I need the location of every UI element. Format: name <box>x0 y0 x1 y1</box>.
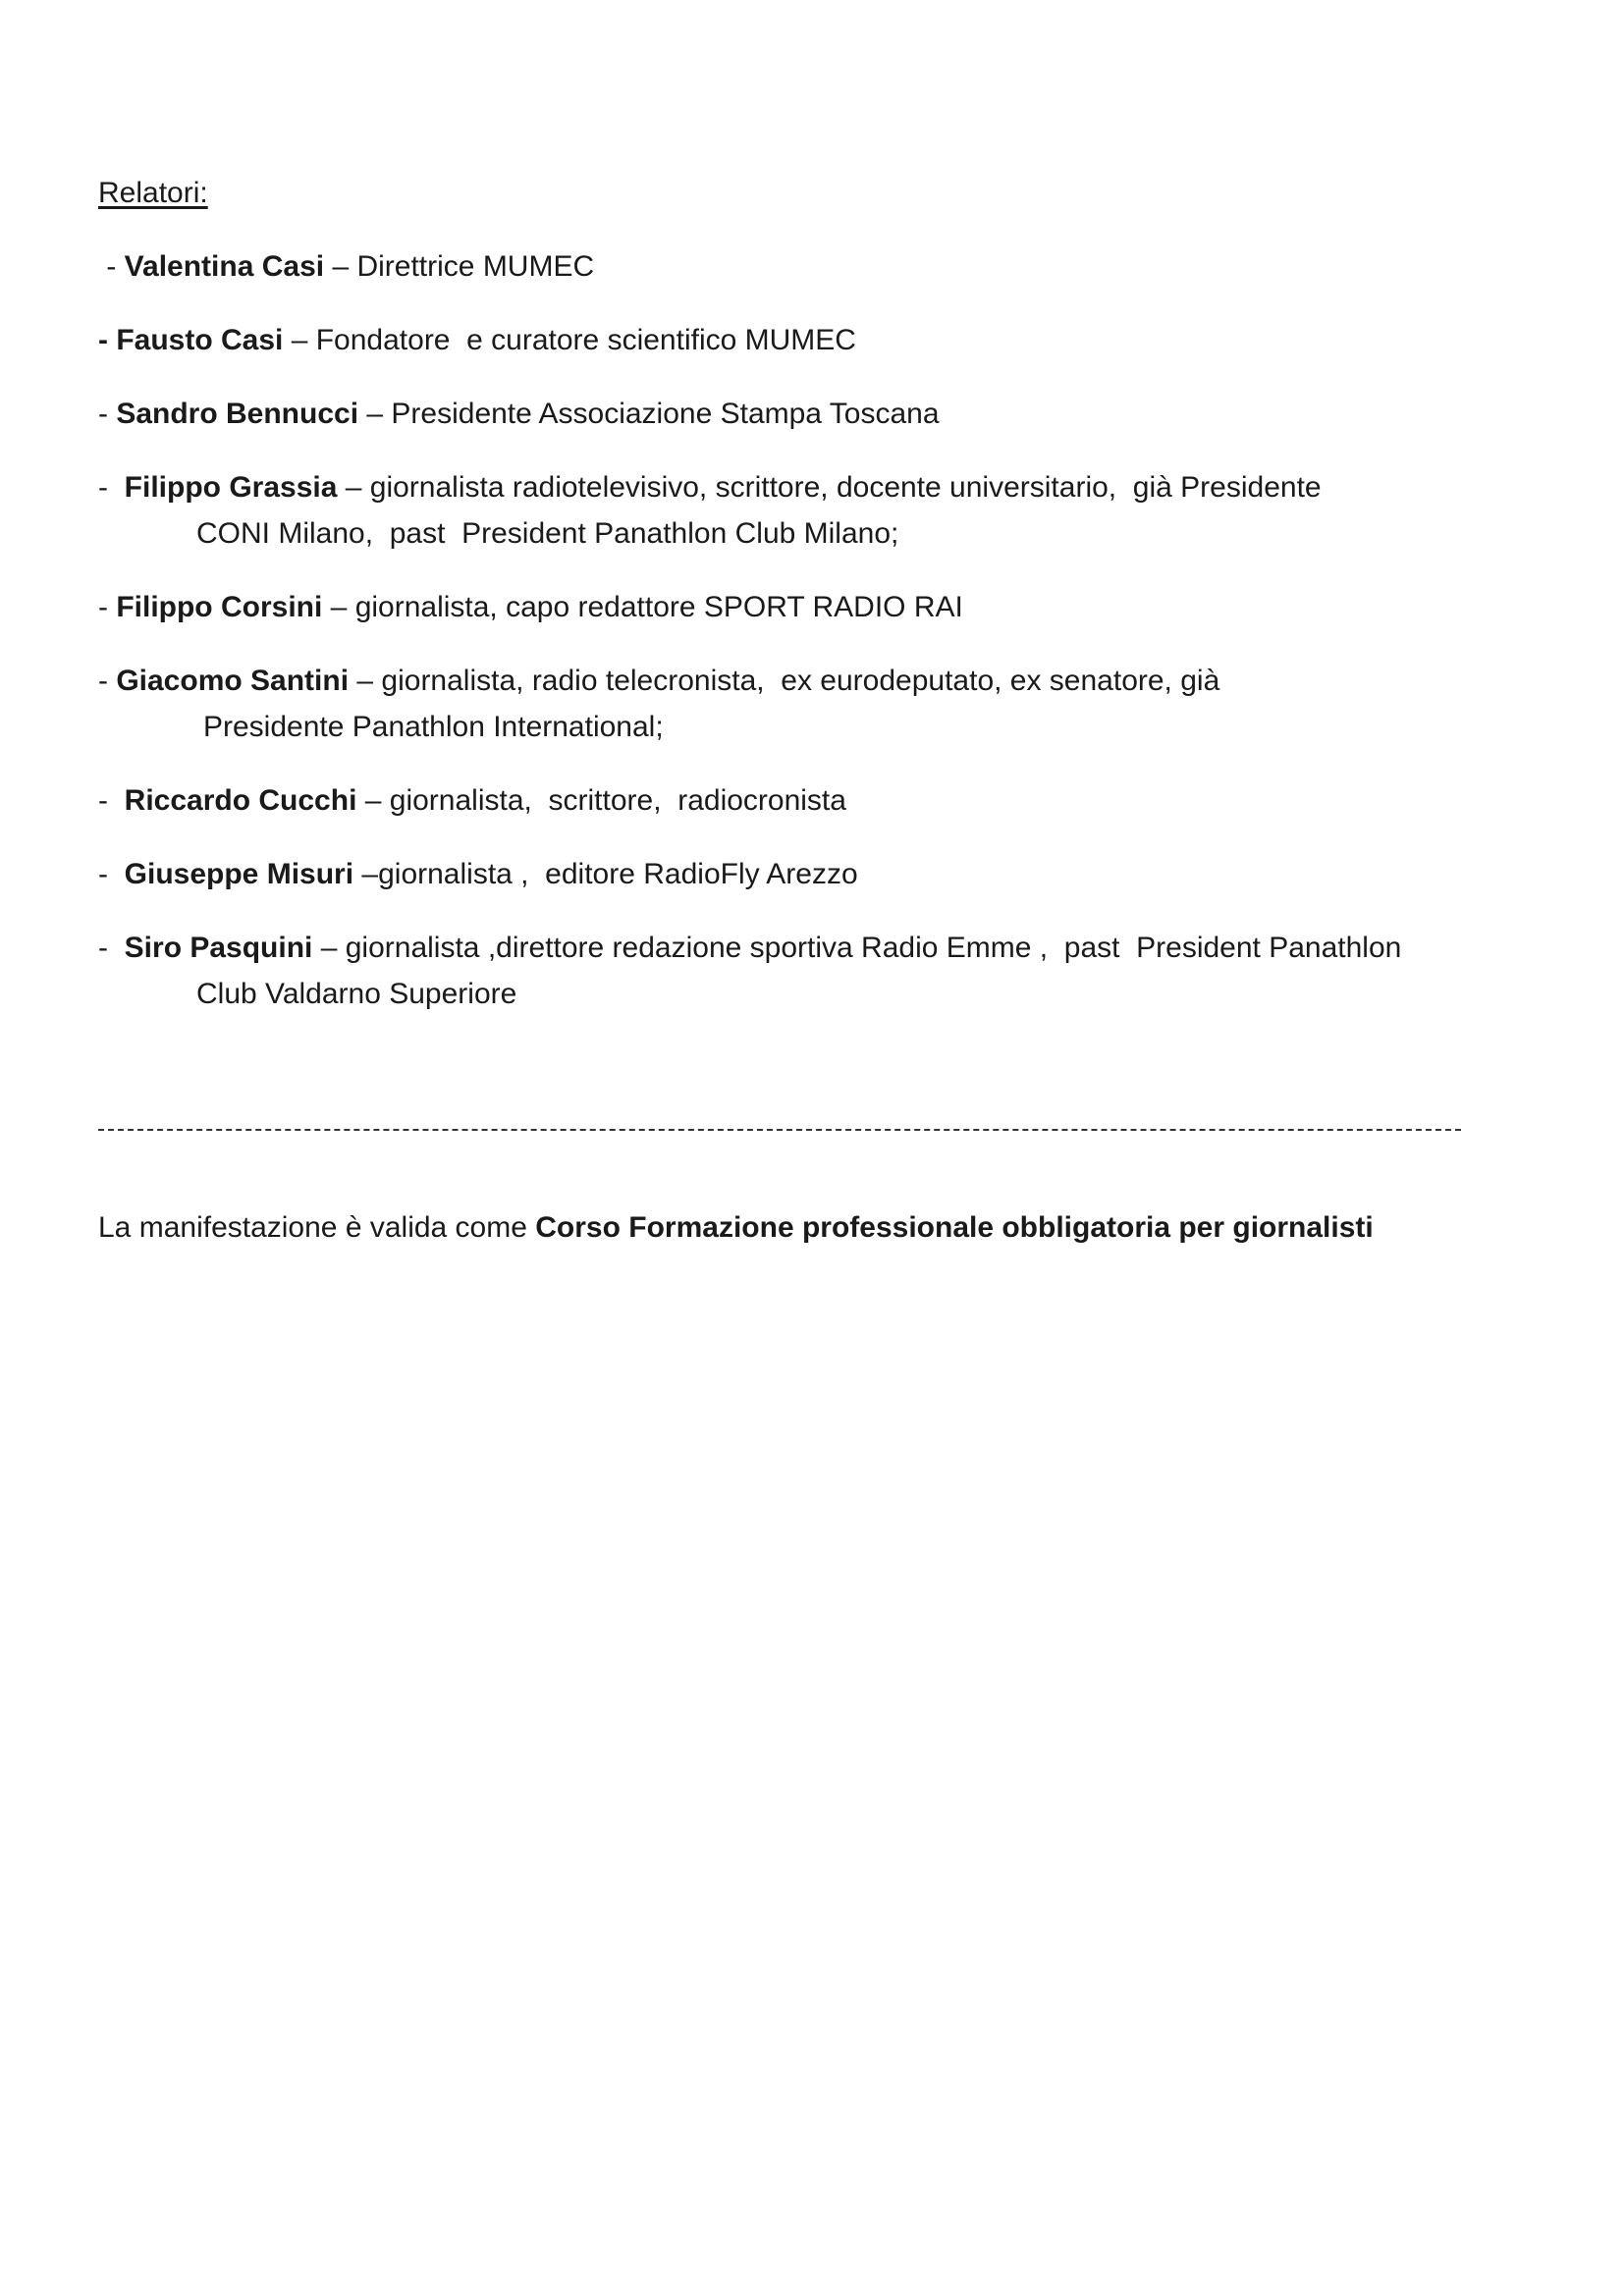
speaker-bullet: - <box>98 858 125 890</box>
speaker-separator: – <box>337 471 370 504</box>
speaker-entry <box>98 860 858 889</box>
speaker-name: Filippo Grassia <box>124 471 338 504</box>
speaker-separator: – <box>324 250 357 283</box>
speaker-bullet: - <box>98 932 125 964</box>
speaker-name: Valentina Casi <box>124 250 325 283</box>
speaker-description: Presidente Associazione Stampa Toscana <box>391 398 940 430</box>
speaker-entry <box>98 667 1219 696</box>
speaker-bullet: - <box>98 471 125 504</box>
speaker-separator: – <box>358 398 392 430</box>
speaker-description: giornalista, radio telecronista, ex eurodeputato, ex senatore, già <box>381 665 1220 697</box>
speaker-name: Fausto Casi <box>116 324 284 356</box>
speaker-entry <box>98 786 846 816</box>
dashed-divider <box>98 1129 1461 1131</box>
speaker-description: Fondatore e curatore scientifico MUMEC <box>315 324 856 356</box>
speaker-name: Sandro Bennucci <box>116 398 359 430</box>
speaker-entry <box>98 934 1401 963</box>
speaker-separator: – <box>283 324 316 356</box>
speaker-name: Siro Pasquini <box>124 932 313 964</box>
accreditation-note <box>98 1213 1374 1243</box>
speaker-name: Giuseppe Misuri <box>124 858 354 890</box>
speaker-bullet: - <box>98 398 117 430</box>
speaker-bullet: - <box>98 665 117 697</box>
speaker-separator: – <box>349 665 382 697</box>
speaker-description: giornalista radiotelevisivo, scrittore, docente universitario, già Presidente <box>369 471 1322 504</box>
speaker-description: giornalista ,direttore redazione sportiva Radio Emme , past President Panathlon <box>345 932 1402 964</box>
speaker-name: Giacomo Santini <box>116 665 350 697</box>
speaker-bullet: - <box>98 591 117 623</box>
accreditation-course: Corso Formazione professionale obbligatoria per giornalisti <box>535 1211 1374 1244</box>
accreditation-text: La manifestazione è valida come <box>98 1211 536 1244</box>
speaker-description: giornalista, capo redattore SPORT RADIO RAI <box>354 591 963 623</box>
speaker-entry <box>98 593 963 622</box>
speaker-separator: – <box>322 591 355 623</box>
speaker-description-continuation: Club Valdarno Superiore <box>196 978 517 1010</box>
speaker-bullet: - <box>98 784 125 817</box>
speaker-entry <box>98 326 856 355</box>
speaker-entry <box>98 252 594 282</box>
speaker-name: Riccardo Cucchi <box>124 784 357 817</box>
speaker-bullet: - <box>98 324 117 356</box>
speaker-description: giornalista , editore RadioFly Arezzo <box>378 858 858 890</box>
speakers-heading: Relatori: <box>98 177 208 209</box>
speaker-description: giornalista, scrittore, radiocronista <box>389 784 846 817</box>
speaker-description: Direttrice MUMEC <box>356 250 595 283</box>
speaker-entry <box>98 473 1322 503</box>
speaker-separator: – <box>356 784 390 817</box>
speaker-separator: – <box>353 858 379 890</box>
speaker-entry <box>98 400 940 429</box>
speaker-name: Filippo Corsini <box>116 591 323 623</box>
speaker-description-continuation: Presidente Panathlon International; <box>203 711 664 743</box>
speaker-description-continuation: CONI Milano, past President Panathlon Club Milano; <box>196 517 899 550</box>
speaker-bullet: - <box>98 250 125 283</box>
speaker-separator: – <box>312 932 346 964</box>
